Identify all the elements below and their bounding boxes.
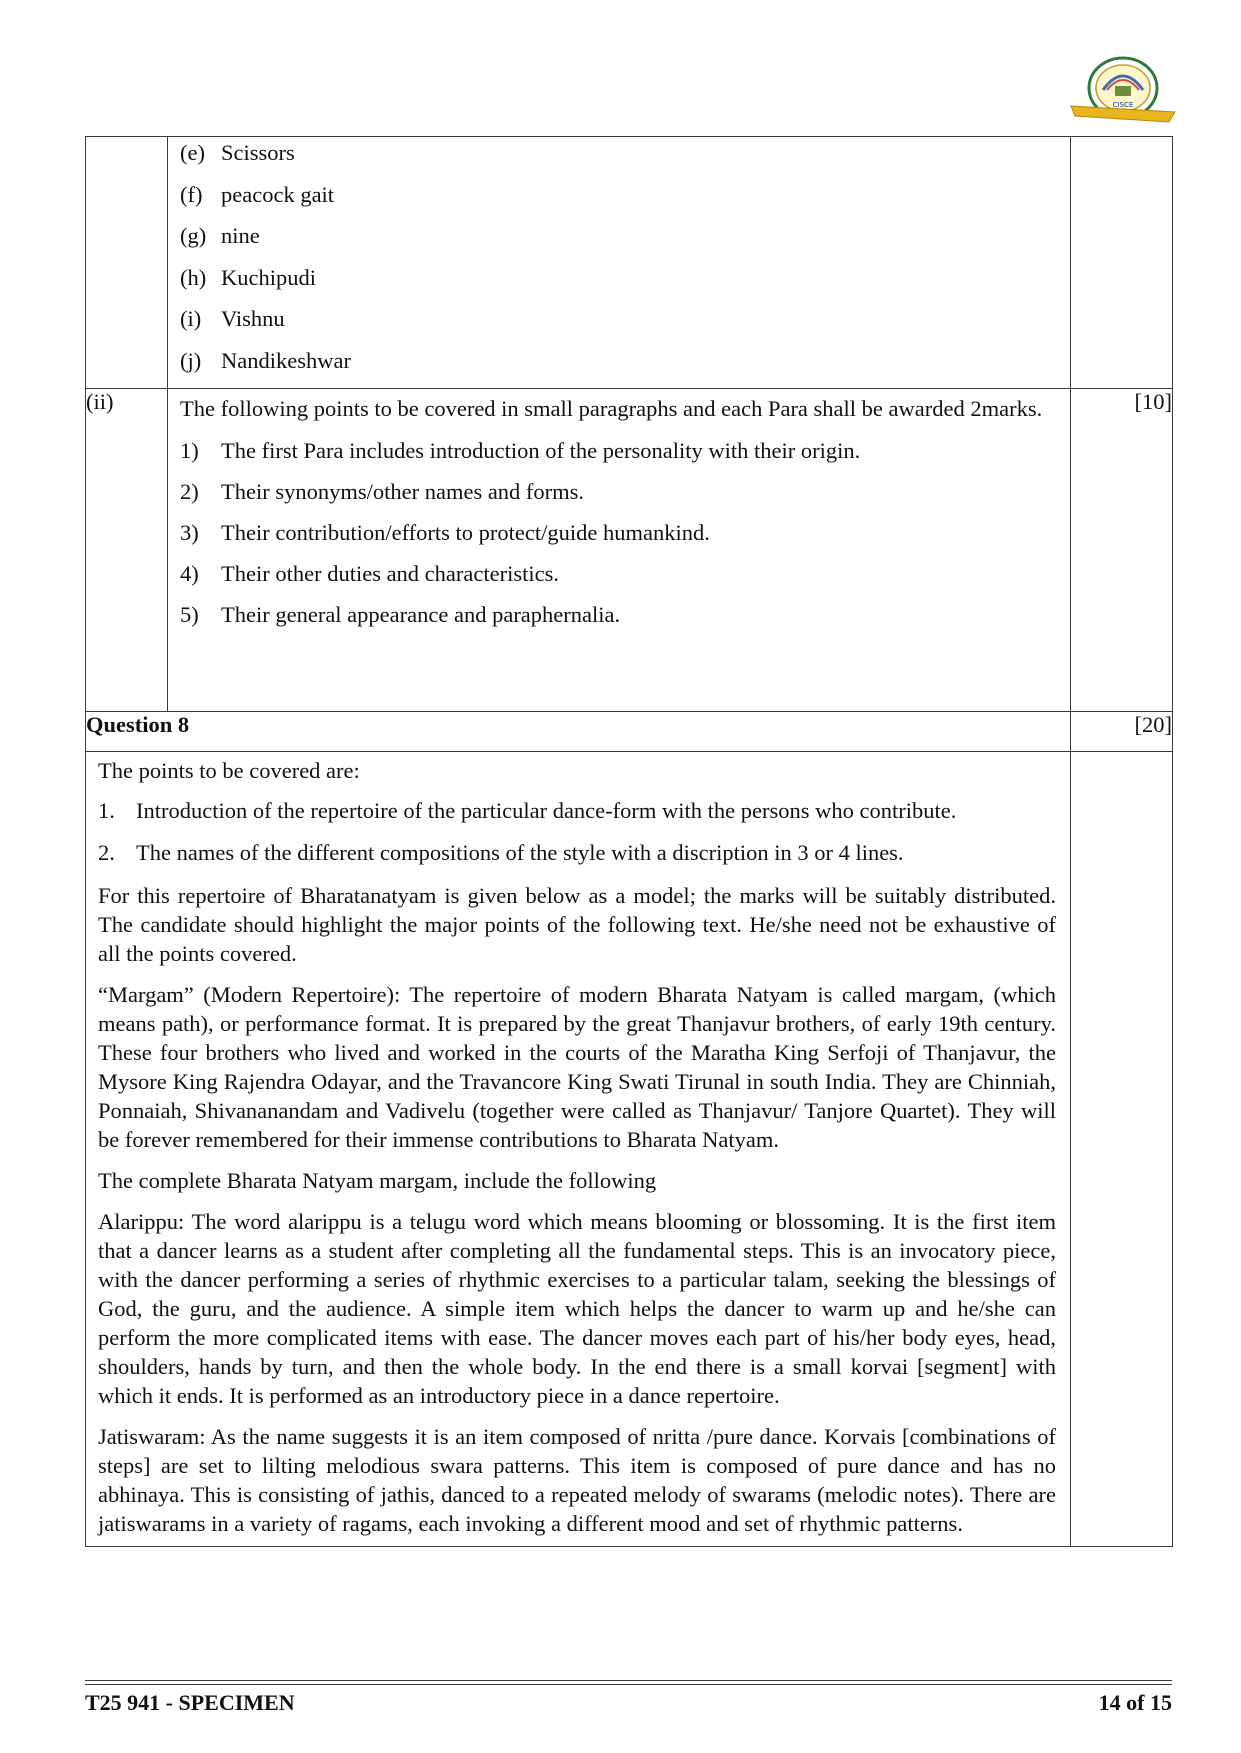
question-marks: [20] — [1071, 712, 1173, 752]
part-ii-row — [86, 389, 1173, 712]
cisce-logo — [1065, 50, 1181, 126]
list-item: (i) Vishnu — [180, 306, 285, 331]
answer-cell — [168, 389, 1071, 712]
paragraph: Alarippu: The word alarippu is a telugu word which means blooming or blossoming. It is the first item that a dancer learns as a student after completing all the fundamental steps. This is an invocatory piece, with the dancer performing a series of rhythmic exercises to a particular talam, seeking the blessings of God, the guru, and the audience. A simple item which helps the dancer to warm up and he/she can perform the more complicated items with ease. The dancer moves each part of his/her body eyes, head, shoulders, hands by turn, and then the whole body. In the end there is a small korvai [segment] with which it ends. It is performed as an introductory piece in a dance repertoire. — [98, 1209, 1056, 1408]
marking-scheme-table — [85, 136, 1173, 1547]
list-item: (j) Nandikeshwar — [180, 347, 351, 373]
list-item: 4) Their other duties and characteristics. — [180, 561, 559, 586]
list-item: 2) Their synonyms/other names and forms. — [180, 479, 585, 504]
paragraph: The complete Bharata Natyam margam, include the following — [98, 1168, 657, 1193]
part-i-continued-row — [86, 137, 1173, 389]
question-body-row — [86, 752, 1173, 1547]
part-ii-intro: The following points to be covered in small paragraphs and each Para shall be awarded 2marks. — [180, 396, 1043, 421]
list-item: (f) peacock gait — [180, 181, 335, 207]
question-title: Question 8 — [86, 712, 1071, 752]
paragraph: “Margam” (Modern Repertoire): The repertoire of modern Bharata Natyam is called margam, (which means path), or performance format. It is prepared by the great Thanjavur brothers, of early 19th century. These four brothers who lived and worked in the courts of the Maratha King Serfoji of Thanjavur, the Mysore King Rajendra Odayar, and the Travancore King Swati Tirunal in south India. They are Chinniah, Ponnaiah, Shivananandam and Vadivelu (together were called as Thanjavur/ Tanjore Quartet). They will be forever remembered for their immense contributions to Bharata Natyam. — [98, 982, 1056, 1152]
marks-value: [10] — [1071, 389, 1173, 712]
question-header-row — [86, 712, 1173, 752]
svg-text:CISCE: CISCE — [1112, 101, 1134, 109]
marks-cell — [1071, 752, 1173, 1547]
list-item: 2. The names of the different compositions of the style with a discription in 3 or 4 lines. — [98, 840, 904, 865]
marks-cell — [1071, 137, 1173, 389]
list-item: 3) Their contribution/efforts to protect/guide humankind. — [180, 520, 710, 545]
list-item: 1) The first Para includes introduction of the personality with their origin. — [180, 438, 861, 463]
paragraph: For this repertoire of Bharatanatyam is given below as a model; the marks will be suitably distributed. The candidate should highlight the major points of the following text. He/she need not be exhaustive of all the points covered. — [98, 883, 1056, 966]
list-item: (e) Scissors — [180, 140, 295, 165]
part-number: (ii) — [86, 389, 168, 712]
footer-rule — [85, 1680, 1172, 1681]
list-item: 1. Introduction of the repertoire of the particular dance-form with the persons who contribute. — [98, 798, 957, 823]
question-lead: The points to be covered are: — [98, 758, 360, 783]
question-body-cell — [86, 752, 1071, 1547]
list-item: (h) Kuchipudi — [180, 264, 316, 290]
answer-list-cell — [168, 137, 1071, 389]
paragraph: Jatiswaram: As the name suggests it is an item composed of nritta /pure dance. Korvais [combinations of steps] are set to lilting melodious swara patterns. This item is composed of pure dance and has no abhinaya. This is consisting of jathis, danced to a repeated melody of swarams (melodic notes). There are jatiswarams in a variety of ragams, each invoking a different mood and set of rhythmic patterns. — [98, 1424, 1056, 1536]
part-number-cell — [86, 137, 168, 389]
list-item: 5) Their general appearance and paraphernalia. — [180, 602, 621, 627]
page-number: 14 of 15 — [1098, 1690, 1172, 1715]
paper-code: T25 941 - SPECIMEN — [85, 1690, 295, 1715]
list-item: (g) nine — [180, 223, 260, 248]
footer-rule — [85, 1684, 1172, 1685]
